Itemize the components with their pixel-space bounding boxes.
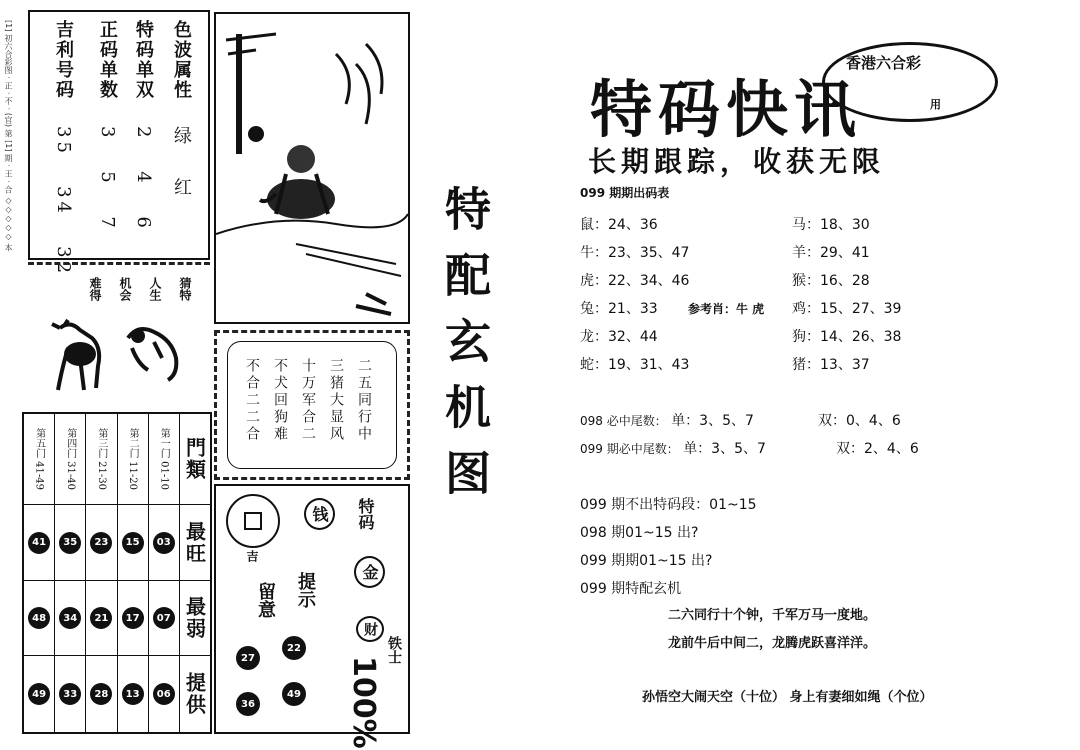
zodiac-row: 虎：22、34、46	[580, 273, 690, 289]
even-value: 4	[133, 171, 154, 197]
door-row-5	[24, 414, 55, 732]
slogan-box	[28, 262, 210, 317]
hot-number: 23	[90, 532, 112, 554]
zodiac-name: 狗	[792, 329, 806, 345]
zodiac-name: 马	[792, 217, 806, 233]
code-table-title: 099 期期出码表	[580, 186, 670, 200]
zodiac-numbers: 29、41	[820, 245, 870, 261]
zodiac-numbers: 18、30	[820, 217, 870, 233]
weak-number: 34	[59, 607, 81, 629]
offer-number: 33	[59, 683, 81, 705]
note-line: 099 期不出特码段：01~15	[580, 497, 757, 513]
even-attribute	[130, 20, 156, 242]
zodiac-name: 牛	[580, 245, 594, 261]
tip-number: 49	[282, 682, 306, 706]
tip-label-c: 留意	[255, 582, 276, 618]
poem-line: 十万军合二	[300, 358, 316, 443]
door-range: 第二门 11-20	[127, 428, 139, 491]
door-range: 第一门 01-10	[158, 428, 170, 491]
table-header-column	[180, 414, 210, 732]
zodiac-row: 羊：29、41	[792, 245, 870, 261]
door-range: 第五门 41-49	[33, 428, 45, 491]
zodiac-row: 马：18、30	[792, 217, 870, 233]
door-range: 第四门 31-40	[64, 428, 76, 491]
color-value-red: 红	[171, 178, 192, 211]
odd-value: 3	[97, 126, 118, 152]
motto: 长期跟踪，收获无限	[588, 145, 886, 178]
zodiac-row: 兔：21、33	[580, 301, 658, 317]
coin-label: 吉	[245, 550, 259, 562]
lucky-attribute	[50, 20, 76, 277]
tip-tail: 铁士	[386, 636, 402, 664]
weak-number: 21	[90, 607, 112, 629]
coin-icon	[226, 494, 280, 548]
door-row-3	[86, 414, 117, 732]
odd-value: 5	[97, 171, 118, 197]
tip-label-b: 提示	[295, 572, 316, 608]
tail-099-odd: 单：3、5、7	[683, 441, 766, 457]
lucky-value: 35	[53, 126, 74, 158]
zodiac-name: 虎	[580, 273, 594, 289]
offer-number: 49	[28, 683, 50, 705]
slogan-line: 难得	[88, 277, 102, 301]
right-typed-panel	[560, 0, 1080, 750]
hot-number: 35	[59, 532, 81, 554]
ox-illustration	[40, 318, 110, 398]
zodiac-name: 蛇	[580, 357, 594, 373]
header-offer: 提供	[182, 672, 207, 717]
zodiac-name: 鸡	[792, 301, 806, 317]
tail-098-odd: 单：3、5、7	[671, 413, 754, 429]
logo-title: 特码快讯	[590, 73, 863, 146]
tail-098-row	[580, 410, 754, 430]
offer-number: 06	[153, 683, 175, 705]
color-label: 色波属性	[171, 20, 192, 100]
tail-099-label: 099 期必中尾数：	[580, 442, 679, 456]
lucky-label: 吉利号码	[53, 20, 74, 100]
weak-number: 17	[122, 607, 144, 629]
page-title-vertical: 特配玄机图	[438, 185, 492, 515]
color-value-green: 绿	[171, 126, 192, 159]
weak-number: 07	[153, 607, 175, 629]
door-row-2	[118, 414, 149, 732]
zodiac-numbers: 19、31、43	[608, 357, 690, 373]
even-value: 6	[133, 216, 154, 243]
door-row-1	[149, 414, 180, 732]
slogan-line: 人生	[148, 277, 162, 301]
note-line: 099 期特配玄机	[580, 581, 682, 597]
poem-line: 三猪大显风	[328, 358, 344, 443]
percent-text: 100%	[346, 656, 381, 749]
zodiac-name: 鼠	[580, 217, 594, 233]
attribute-panel	[28, 10, 210, 278]
tip-label-a: 特码	[356, 498, 375, 530]
chip-wealth: 财	[356, 616, 384, 642]
poem-box	[214, 330, 410, 480]
poem-line: 不犬回狗难	[272, 358, 288, 443]
slogan-line: 机会	[118, 277, 132, 301]
door-row-4	[55, 414, 86, 732]
zodiac-row: 猴：16、28	[792, 273, 870, 289]
zodiac-name: 猪	[792, 357, 806, 373]
note-line: 099 期期01~15 出?	[580, 553, 713, 569]
chip-gold: 金	[354, 556, 385, 588]
scene-illustration	[214, 12, 410, 324]
zodiac-numbers: 23、35、47	[608, 245, 690, 261]
rider-scene-drawing	[216, 14, 408, 322]
zodiac-numbers: 15、27、39	[820, 301, 902, 317]
door-table	[22, 412, 212, 734]
tail-099-even: 双：2、4、6	[836, 441, 919, 457]
tip-number: 22	[282, 636, 306, 660]
zodiac-name: 羊	[792, 245, 806, 261]
door-range: 第三门 21-30	[95, 428, 107, 491]
tail-099-row	[580, 438, 766, 458]
poem-line: 不合二二合	[244, 358, 260, 443]
note-line: 098 期01~15 出?	[580, 525, 699, 541]
zodiac-numbers: 21、33	[608, 301, 658, 317]
odd-value: 7	[97, 216, 118, 243]
odd-label: 正码单数	[97, 20, 118, 100]
printer-imprint: [1] 初六合彩图 · 正 · 不 · (官) 第 [1] 期 · 王 · 合 ◇◇◇◇◇ 本	[4, 20, 13, 252]
even-label: 特码单双	[133, 20, 154, 100]
tips-box	[214, 484, 410, 749]
zodiac-numbers: 13、37	[820, 357, 870, 373]
poem-line: 二五同行中	[356, 358, 372, 443]
zodiac-numbers: 22、34、46	[608, 273, 690, 289]
zodiac-numbers: 24、36	[608, 217, 658, 233]
zodiac-numbers: 14、26、38	[820, 329, 902, 345]
header-weak: 最弱	[182, 596, 207, 641]
header-category: 門類	[182, 437, 207, 482]
hot-number: 03	[153, 532, 175, 554]
verse-line: 龙前牛后中间二，龙腾虎跃喜洋洋。	[668, 636, 877, 651]
tail-098-label: 098 必中尾数：	[580, 414, 667, 428]
riddle-footer: 孙悟空大闹天空（十位） 身上有妻细如绳（个位）	[642, 690, 933, 705]
tip-number: 36	[236, 692, 260, 716]
even-value: 2	[133, 126, 154, 152]
zodiac-row: 牛：23、35、47	[580, 245, 690, 261]
zodiac-numbers: 16、28	[820, 273, 870, 289]
zodiac-row: 鼠：24、36	[580, 217, 658, 233]
chip-money: 钱	[304, 498, 335, 530]
reference-zodiac: 参考肖：牛 虎	[688, 302, 765, 316]
zodiac-name: 猴	[792, 273, 806, 289]
odd-attribute	[94, 20, 120, 242]
zodiac-name: 龙	[580, 329, 594, 345]
lucky-value: 32	[53, 246, 74, 278]
tiger-illustration	[118, 318, 188, 388]
zodiac-row: 猪：13、37	[792, 357, 870, 373]
zodiac-name: 兔	[580, 301, 594, 317]
verse-line: 二六同行十个钟，千军万马一度地。	[668, 608, 877, 623]
zodiac-row: 狗：14、26、38	[792, 329, 902, 345]
zodiac-numbers: 32、44	[608, 329, 658, 345]
hot-number: 15	[122, 532, 144, 554]
logo-ring-text: 香港六合彩	[846, 54, 922, 72]
slogan-line: 猜特	[178, 277, 192, 301]
tip-number: 27	[236, 646, 260, 670]
lucky-value: 34	[53, 186, 74, 218]
offer-number: 13	[122, 683, 144, 705]
logo-ring-use: 用	[930, 98, 941, 111]
tail-098-even: 双：0、4、6	[818, 413, 901, 429]
color-attribute	[168, 20, 194, 210]
offer-number: 28	[90, 683, 112, 705]
hot-number: 41	[28, 532, 50, 554]
zodiac-row: 鸡：15、27、39	[792, 301, 902, 317]
zodiac-row: 蛇：19、31、43	[580, 357, 690, 373]
zodiac-row: 龙：32、44	[580, 329, 658, 345]
header-hot: 最旺	[182, 520, 207, 565]
weak-number: 48	[28, 607, 50, 629]
